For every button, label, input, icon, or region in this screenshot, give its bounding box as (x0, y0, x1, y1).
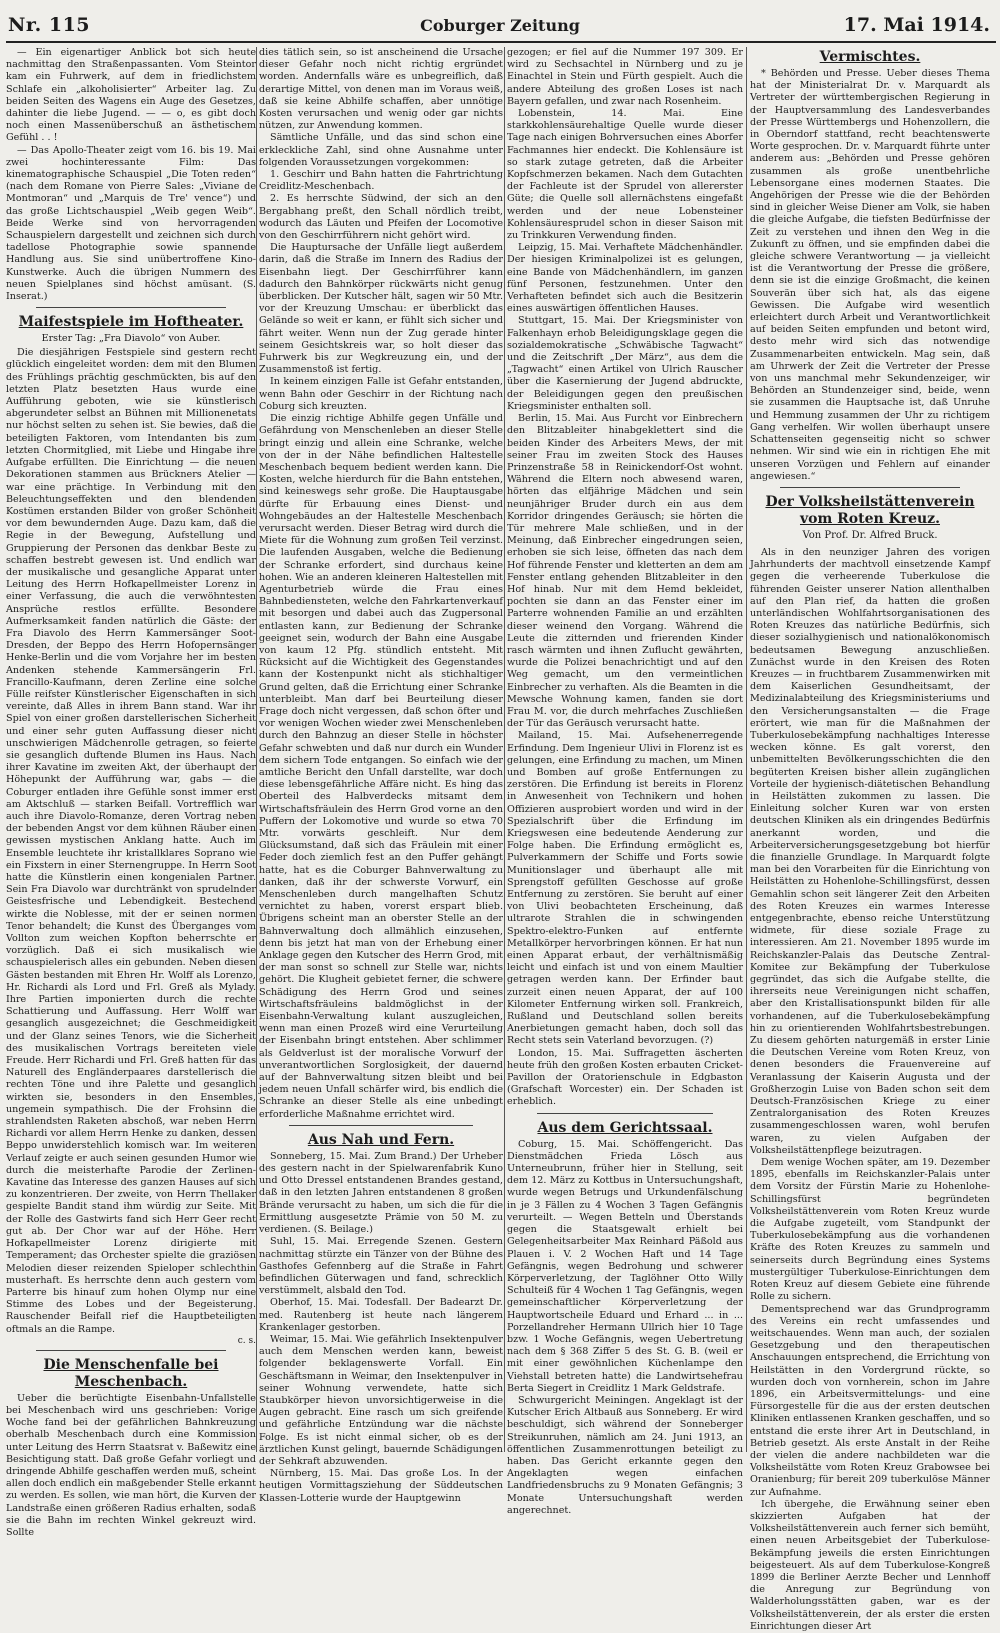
headline-volksheilstaettenverein: Der Volksheilstättenverein vom Roten Kreuz. (765, 493, 975, 527)
section-divider (36, 1350, 226, 1351)
article-paragraph: — Ein eigenartiger Anblick bot sich heute nachmittag den Straßenpassanten. Vom Steintor kam ein Fuhrwerk, auf dem in friedlichstem Schlafe ein „alkoholisierter“ Arbeiter lag. Zu beiden Seiten des Wagens ein Auge des Gesetzes, dahinter die liebe Jugend. — — o, es gibt doch noch einen Massenüberschuß an ästhetischem Gefühl . . ! (6, 47, 256, 144)
article-paragraph: Weimar, 15. Mai. Wie gefährlich Insektenpulver auch dem Menschen werden kann, beweist folgender beklagenswerte Vorfall. Ein Geschäftsmann in Weimar, den Insektenpulver in seiner Wohnung verwendete, hatte sich Staubkörper hievon unvorsichtigerweise in die Augen gebracht. Eine rasch um sich greifende und gefährliche Entzündung war die nächste Folge. Es ist nicht einmal sicher, ob es der ärztlichen Kunst gelingt, bauernde Schädigungen der Sehkraft abzuwenden. (259, 1333, 503, 1467)
article-paragraph: Stuttgart, 15. Mai. Der Kriegsminister von Falkenhayn erhob Beleidigungsklage gegen die sozialdemokratische „Schwäbische Tagwacht“ und die Zeitschrift „Der März“, aus dem die „Tagwacht“ einen Artikel von Ulrich Rauscher über die Kasernierung der Jugend abdruckte, der Beleidigungen gegen den preußischen Kriegsminister enthalten soll. (507, 315, 743, 412)
headline-maifestspiele: Maifestspiele im Hoftheater. (18, 314, 244, 331)
column-3 (507, 47, 743, 1516)
issue-date: 17. Mai 1914. (843, 14, 990, 36)
article-paragraph: 2. Es herrschte Südwind, der sich an den Bergabhang preßt, den Schall nördlich treibt, wodurch das Läuten und Pfeifen der Locomotive von den Geschirrführern nicht gehört wird. (259, 193, 503, 242)
article-paragraph: Schwurgericht Meiningen. Angeklagt ist der Kutscher Erich Altbauß aus Sonneberg. Er wird beschuldigt, sich während der Sonneberger Streikunruhen, nämlich am 24. Juni 1913, an öffentlichen Zusammenrottungen beteiligt zu haben. Das Gericht erkannte gegen den Angeklagten wegen einfachen Landfriedensbruchs zu 9 Monaten Gefängnis; 3 Monate Untersuchungshaft werden angerechnet. (507, 1394, 743, 1516)
column-divider (256, 47, 257, 1452)
masthead-rule (6, 41, 996, 43)
article-paragraph: Die Hauptursache der Unfälle liegt außerdem darin, daß die Straße im Innern des Radius der Eisenbahn liegt. Der Geschirrführer kann dadurch den Bahnkörper rückwärts nicht genug überblicken. Der Kutscher hält, sagen wir 50 Mtr. vor der Kreuzung Umschau: er überblickt das Gelände so weit er kann, er fühlt sich sicher und fährt weiter. Wenn nun der Zug gerade hinter seinem Gesichtskreis war, so holt dieser das Fuhrwerk bis zur Wegkreuzung ein, und der Zusammenstoß ist fertig. (259, 242, 503, 376)
article-paragraph: Die diesjährigen Festspiele sind gestern recht glücklich eingeleitet worden: dem mit den Blumen des Frühlings prächtig geschmückten, bis auf den letzten Platz besetzten Haus wurde eine Aufführung geboten, wie sie künstlerisch abgerundeter selbst an Bühnen mit Millionenetats nur höchst selten zu sehen ist. Sie bewies, daß die beteiligten Faktoren, vom Intendanten bis zum letzten Chormitglied, mit Liebe und Hingabe ihre Aufgabe erfüllten. Die Einrichtung — die neuen Dekorationen stammen aus Brückners Atelier — war eine prächtige. In Verbindung mit den Beleuchtungseffekten und den blendenden Kostümen erstanden Bilder von großer Schönheit vor dem bewundernden Auge. Dazu kam, daß die Regie in der Bewegung, Aufstellung und Gruppierung der Personen das denkbar Beste zu schaffen bestrebt gewesen ist. Und endlich war der musikalische und gesangliche Apparat unter Leitung des Herrn Hofkapellmeister Lorenz in einer Verfassung, die auch die verwöhntesten Ansprüche restlos erfüllte. Besondere Aufmerksamkeit fanden natürlich die Gäste: der Fra Diavolo des Herrn Kammersänger Soot-Dresden, der Beppo des Herrn Hofopernsänger Henke-Berlin und die vom Vorjahre her im besten Andenken stehende Kammersängerin Frl. Francillo-Kaufmann, deren Zerline eine solche Fülle reifster Künstlerischer Eigenschaften in sich vereinte, daß Alles in ihrem Bann stand. War ihr Spiel von einer großen darstellerischen Sicherheit und einer sehr guten Auffassung dieser nicht unschwierigen Mädchenrolle getragen, so feierte sie gesanglich duftende Blumen ins Haus. Nach ihrer Kavatine im zweiten Akt, der überhaupt der Höhepunkt der Aufführung war, gabs — die Coburger entladen ihre Gefühle sonst immer erst am Aktschluß — starken Beifall. Vortrefflich war auch ihre Diavolo-Romanze, deren Vortrag neben der bebenden Angst vor dem kühnen Räuber einen gewissen mystischen Anklang hatte. Auch im Ensemble leuchtete ihr kristallklares Soprano wie ein Fixstern in einer Sternengruppe. In Herrn Soot hatte die Künstlerin einen kongenialen Partner. Sein Fra Diavolo war durchtränkt von sprudelnder Geistesfrische und Lebendigkeit. Bestechend wirkte die Noblesse, mit der er seinen normen Tenor behandelt; die Kunst des Überganges vom Vollton zum weichen Kopfton beherrschte er vorzüglich. Daß ei sich musikalisch wie schauspielerisch alles ein gebunden. Neben diesen Gästen bestanden mit Ehren Hr. Wolff als Lorenzo, Hr. Richardi als Lord und Frl. Greß als Mylady. Ihre Partien imponierten durch die rechte Schattierung und Auffassung. Herr Wolff war gesanglich ausgezeichnet; die Geschmeidigkeit und der Glanz seines Tenors, wie die Sicherheit des musikalischen Vortrags bereiteten viele Freude. Herr Richardi und Frl. Greß hatten für das Naturell des Engländerpaares darstellerisch die rechten Töne und ihre Palette und gesanglich wirkten sie, besonders in den Ensembles, ungemein sympathisch. Die der Frohsinn die strahlendsten Raketen abschoß, war neben Herrn Richardi vor allem Herrn Henke zu danken, dessen Beppo unwiderstehlich komisch war. Im weiteren Verlauf zeigte er auch seinen gesunden Humor wie durch die meisterhafte Parodie der Zerlinen-Kavatine das Interesse des ganzen Hauses auf sich zu konzentrieren. Der zweite, von Herrn Thellaker gespielte Bandit stand ihm würdig zur Seite. Mit der Rolle des Gastwirts fand sich Herr Geer recht gut ab. Der Chor war auf der Höhe. Herr Hofkapellmeister Lorenz dirigierte mit Temperament; das Orchester spielte die graziösen Melodien dieser reizenden Spieloper schlechthin musterhaft. Es herrschte denn auch gestern vom Parterre bis hinauf zum hohen Olymp nur eine Stimme des Lobes und der Begeisterung. Rauschender Beifall rief die Hauptbeteiligten oftmals an die Rampe. (6, 347, 256, 1335)
column-divider (504, 47, 505, 1452)
headline-vermischtes: Vermischtes. (819, 49, 921, 65)
article-paragraph: Ueber die berüchtigte Eisenbahn-Unfallstelle bei Meschenbach wird uns geschrieben: Vorige Woche fand bei der gefährlichen Bahnkreuzung oberhalb Meschenbach durch eine Kommission unter Leitung des Herrn Staatsrat v. Baßewitz eine Besichtigung statt. Daß große Gefahr vorliegt und dringende Abhilfe geschaffen werden muß, scheint allen doch endlich ein maßgebender Stelle erkannt zu werden. Es sollen, wie man hört, die Kurven der Landstraße einen größeren Radius erhalten, sodaß sie die Bahn im rechten Winkel gekreuzt wird. Sollte (6, 1392, 256, 1538)
headline-gerichtssaal: Aus dem Gerichtssaal. (537, 1119, 713, 1136)
newspaper-title: Coburger Zeitung (420, 16, 580, 35)
column-1 (6, 47, 256, 1538)
headline-aus-nah-und-fern: Aus Nah und Fern. (307, 1131, 455, 1148)
article-paragraph: Die einzig richtige Abhilfe gegen Unfälle und Gefährdung von Menschenleben an dieser Stelle bringt einzig und allein eine Schranke, welche von der in der Nähe befindlichen Haltestelle Meschenbach bequem bedient werden kann. Die Kosten, welche hierdurch für die Bahn entstehen, sind keineswegs sehr große. Die Hauptausgabe dürfte für Erbauung eines Dienst- und Wohngebäudes an der Haltestelle Meschenbach verursacht werden. Dieser Betrag wird durch die Miete für die Wohnung zum großen Teil verzinst. Die laufenden Ausgaben, welche die Bedienung der Schranke erfordert, sind durchaus keine hohen. Wie an anderen kleineren Haltestellen mit Agenturbetrieb würde die Frau eines Bahnbediensteten, welche den Fahrkartenverkauf mit besorgen und dabei auch das Zugpersonal entlasten kann, zur Bedienung der Schranke geeignet sein, wodurch der Bahn eine Ausgabe von kaum 12 Pfg. stündlich entsteht. Mit Rücksicht auf die Wichtigkeit des Gegenstandes kann der Kostenpunkt nicht als stichhaltiger Grund gelten, daß die Errichtung einer Schranke unterbleibt. Man darf bei Beurteilung dieser Frage doch nicht vergessen, daß schon öfter und vor wenigen Wochen wieder zwei Menschenleben durch den Bahnzug an dieser Stelle in höchster Gefahr schwebten und daß nur durch ein Wunder dem sichern Tode entgangen. So einfach wie der amtliche Bericht den Unfall darstellte, war doch diese lebensgefährliche Affäre nicht. Es hing das Oberteil des Halbverdecks mitsamt dem Wirtschaftsfräulein des Herrn Grod vorne an den Puffern der Lokomotive und wurde so etwa 70 Mtr. vorwärts geschleift. Nur dem Glücksumstand, daß sich das Fräulein mit einer Feder doch ziemlich fest an den Puffer gehängt hatte, hat es die Coburger Bahnverwaltung zu danken, daß ihr der schwerste Vorwurf, ein Menschenleben durch mangelhaften Schutz vernichtet zu haben, vorerst erspart blieb. Übrigens scheint man an oberster Stelle an der Bahnverwaltung doch allmählich einzusehen, denn bis jetzt hat man von der Erhebung einer Anklage gegen den Kutscher des Herrn Grod, mit der man sonst so schnell zur Stelle war, nichts gehört. Die Klugheit gebietet ferner, die schwere Schädigung des Herrn Grod und seines Wirtschaftsfräuleins baldmöglichst in der Eisenbahn-Verwaltung kulant auszugleichen, wenn man einen Prozeß wird eine Verurteilung der Eisenbahn bringt entstehen. Aber schlimmer als Geldverlust ist der moralische Vorwurf der unverantwortlichen Sorglosigkeit, der dauernd auf der Bahnverwaltung sitzen bleibt und bei jedem neuen Unfall schärfer wird, bis endlich die Schranke an dieser Stelle als eine unbedingt erforderliche Maßnahme errichtet wird. (259, 413, 503, 1120)
article-byline: Von Prof. Dr. Alfred Bruck. (802, 529, 938, 541)
section-divider (36, 307, 226, 308)
column-2 (259, 47, 503, 1504)
article-paragraph: Berlin, 15. Mai. Aus Furcht vor Einbrechern den Blitzableiter hinabgeklettert sind die beiden Kinder des Arbeiters Mews, der mit seiner Frau im zweiten Stock des Hauses Prinzenstraße 58 in Reinickendorf-Ost wohnt. Während die Eltern noch abwesend waren, hörten das elfjährige Mädchen und sein neunjähriger Bruder durch ein aus dem Korridor dringendes Geräusch; sie hörten die Tür mehrere Male schließen, und in der Meinung, daß Einbrecher eingedrungen seien, erhoben sie sich leise, öffneten das nach dem Hof führende Fenster und kletterten an dem am Fenster entlang gehenden Blitzableiter in den Hof hinab. Nur mit dem Hemd bekleidet, pochten sie dann an das Fenster einer im Parterre wohnenden Familie an und erzählten dieser weinend den Vorgang. Während die Leute die zitternden und frierenden Kinder rasch wärmten und ihnen Zuflucht gewährten, wurde die Polizei benachrichtigt und auf den Weg gemacht, um den vermeintlichen Einbrecher zu verhaften. Als die Beamten in die Mewsche Wohnung kamen, fanden sie dort Frau M. vor, die durch mehrfaches Zuschließen der Tür das Geräusch verursacht hatte. (507, 413, 743, 730)
article-paragraph: Dem wenige Wochen später, am 19. Dezember 1895, ebenfalls im Reichskanzler-Palais unter dem Vorsitz der Fürstin Marie zu Hohenlohe-Schillingsfürst begründeten Volksheilstättenverein vom Roten Kreuz wurde die Aufgabe zugeteilt, vom Standpunkt der Tuberkulosebekämpfung aus die vorhandenen Kräfte des Roten Kreuzes zu sammeln und seinerseits durch Begründung eines Systems mustergültiger Tuberkulose-Einrichtungen dem Roten Kreuz auf diesem Gebiete eine führende Rolle zu sichern. (750, 1157, 990, 1303)
article-paragraph: Lobenstein, 14. Mai. Eine starkkohlensäurehaltige Quelle wurde dieser Tage nach einigen Bohrversuchen eines Aborfer Fachmannes hier endeckt. Die Kohlensäure ist so stark zutage getreten, daß die Arbeiter Kopfschmerzen bekamen. Nach dem Gutachten der Fachleute ist der Sprudel von allererster Güte; die Quelle soll allernächstens eingefaßt werden und der neue Lobensteiner Kohlensäuresprudel schon in dieser Saison mit zu Trinkkuren Verwendung finden. (507, 108, 743, 242)
article-paragraph: Nürnberg, 15. Mai. Das große Los. In der heutigen Vormittagsziehung der Süddeutschen Klassen-Lotterie wurde der Hauptgewinn (259, 1468, 503, 1504)
section-divider (780, 487, 960, 488)
column-divider (746, 47, 747, 1452)
article-paragraph: Sämtliche Unfälle, und das sind schon eine erkleckliche Zahl, sind ohne Ausnahme unter folgenden Voraussetzungen vorgekommen: (259, 132, 503, 168)
article-paragraph: 1. Geschirr und Bahn hatten die Fahrtrichtung Creidlitz-Meschenbach. (259, 169, 503, 193)
article-paragraph: Als in den neunziger Jahren des vorigen Jahrhunderts der machtvoll einsetzende Kampf gegen die verheerende Tuberkulose die führenden Geister unserer Nation allenthalben auf den Plan rief, da hatten die großen unterländischen Wohlfahrtsorganisationen des Roten Kreuzes das natürliche Bedürfnis, sich dieser sozialhygienisch und nationalökonomisch bedeutsamen Bewegung anzuschließen. Zunächst wurde in den Kreisen des Roten Kreuzes — in fruchtbarem Zusammenwirken mit dem Kaiserlichen Gesundheitsamt, der Medizinalabteilung des Kriegsministeriums und den Versicherungsanstalten — die Frage erörtert, wie man für die Maßnahmen der Tuberkulosebekämpfung nachhaltiges Interesse wecken könne. Es galt vorerst, den unbemittelten Bevölkerungsschichten die den begüterten Kreisen bisher allein zugänglichen Vorteile der hygienisch-diätetischen Behandlung in Heilstätten zukommen zu lassen. Die Einleitung solcher Kuren war von ersten deutschen Kliniken als ein dringendes Bedürfnis anerkannt worden, und die Arbeiterversicherungsgesetzgebung bot hierfür die finanzielle Grundlage. In Marquardt folgte man bei den Vorarbeiten für die Einrichtung von Heilstätten zu Hohenlohe-Schillingsfürst, dessen Gemahlin schon seit längerer Zeit den Arbeiten des Roten Kreuzes ein warmes Interesse entgegenbrachte, ebenso reiche Unterstützung widmete, für diese soziale Frage zu interessieren. Am 21. November 1895 wurde im Reichskanzler-Palais das Deutsche Zentral-Komitee zur Bekämpfung der Tuberkulose gegründet, das sich die Aufgabe stellte, die ihrerseits neue Vereinigungen nicht schaffen, aber den Kristallisationspunkt bilden für alle vorhandenen, auf die Tuberkulosebekämpfung hin zu orientierenden Wohlfahrtsbestrebungen. Zu diesem gehörten naturgemäß in erster Linie die Deutschen Vereine vom Roten Kreuz, von denen besonders die Frauenvereine auf Veranlassung der Kaiserin Augusta und der Großherzogin Luise von Baden schon seit dem Deutsch-Französischen Kriege zu einer Zentralorganisation des Roten Kreuzes zusammengeschlossen waren, wohl berufen waren, zu vielen Aufgaben der Volksheilstättenpflege beizutragen. (750, 546, 990, 1156)
headline-menschenfalle: Die Menschenfalle bei Meschenbach. (43, 1356, 219, 1390)
author-signature: c. s. (237, 1335, 256, 1346)
article-paragraph: gezogen; er fiel auf die Nummer 197 309. Er wird zu Sechsachtel in Nürnberg und zu je Einachtel in Stein und Fürth gespielt. Auch die andere Abteilung des großen Loses ist nach Bayern gefallen, und zwar nach Rosenheim. (507, 47, 743, 107)
article-paragraph: Oberhof, 15. Mai. Todesfall. Der Badearzt Dr. med. Rautenberg ist heute nach längerem Krankenlager gestorben. (259, 1297, 503, 1333)
article-paragraph: Coburg, 15. Mai. Schöffengericht. Das Dienstmädchen Frieda Lösch aus Unterneubrunn, früher hier in Stellung, seit dem 12. März zu Kottbus in Untersuchungshaft, wurde wegen Betrugs und Urkundenfälschung in je 3 Fällen zu 4 Wochen 3 Tagen Gefängnis verurteilt. — Wegen Betteln und Überstands gegen die Staatsgewalt erhielt bei Gelegenheitsarbeiter Max Reinhard Päßold aus Plauen i. V. 2 Wochen Haft und 14 Tage Gefängnis, wegen Bedrohung und schwerer Körperverletzung, der Taglöhner Otto Willy Schulteiß für 4 Wochen 1 Tag Gefängnis, wegen gemeinschaftlicher Körperverletzung der Hauptwortscheile Eduard und Erhard ... in ... Porzellandreher Hermann Ullrich hier 10 Tage bzw. 1 Woche Gefängnis, wegen Uebertretung nach dem § 368 Ziffer 5 des St. G. B. (weil er mit einer gewöhnlichen Küchenlampe den Viehstall betreten hatte) die Landwirtsehefrau Berta Siegert in Creidlitz 1 Mark Geldstrafe. (507, 1138, 743, 1394)
masthead (0, 0, 1000, 40)
column-4 (750, 47, 990, 1632)
article-paragraph: In keinem einzigen Falle ist Gefahr entstanden, wenn Bahn oder Geschirr in der Richtung nach Coburg sich kreuzten. (259, 376, 503, 412)
article-paragraph: Mailand, 15. Mai. Aufsehenerregende Erfindung. Dem Ingenieur Ulivi in Florenz ist es gelungen, eine Erfindung zu machen, um Minen und Bomben auf große Entfernungen zu zerstören. Die Erfindung ist bereits in Florenz in Anwesenheit von Technikern und hohen Offizieren ausprobiert worden und wird in der Spezialschrift über die Erfindung im Kriegswesen eine bedeutende Aenderung zur Folge haben. Die Erfindung ermöglicht es, Pulverkammern der Schiffe und Forts sowie Munitionslager und überhaupt alle mit Sprengstoff gefüllten Geschosse auf große Entfernung zu zerstören. Sie beruht auf einer von Ulivi beobachteten Erscheinung, daß ultrarote Strahlen die in schwingenden Spektro-elektro-Funken auf entfernte Metallkörper hervorbringen können. Er hat nun einen Apparat erbaut, der verhältnismäßig leicht und einfach ist und von einem Maultier getragen werden kann. Der Erfinder baut zurzeit einen neuen Apparat, der auf 100 Kilometer Entfernung wirken soll. Frankreich, Rußland und Deutschland sollen bereits Anerbietungen gemacht haben, doch soll das Recht stets sein Vaterland bevorzugen. (?) (507, 730, 743, 1047)
article-paragraph: Dementsprechend war das Grundprogramm des Vereins ein recht umfassendes und weitschauendes. Wenn man auch, der sozialen Gesetzgebung und den therapeutischen Anschauungen entsprechend, die Errichtung von Heilstätten in den Vordergrund rückte, so wurden doch von vornherein, schon im Jahre 1896, ein Arbeitsvermittelungs- und eine Fürsorgestelle für die aus der ersten deutschen Kliniken entlassenen Kranken geschaffen, und so entstand die erste ihrer Art in Deutschland, in Betrieb gesetzt. Als erste Anstalt in der Reihe der vielen die andere nachbildeten war die Volksheilstätte vom Roten Kreuz Grabowsee bei Oranienburg; für bereit 209 tuberkulöse Männer zur Aufnahme. (750, 1303, 990, 1498)
article-paragraph: Suhl, 15. Mai. Erregende Szenen. Gestern nachmittag stürzte ein Tänzer von der Bühne des Gasthofes Gefennberg auf die Straße in Fahrt befindlichen Güterwagen und fand, schrecklich verstümmelt, alsbald den Tod. (259, 1236, 503, 1297)
section-divider (537, 1113, 713, 1114)
article-paragraph: * Behörden und Presse. Ueber dieses Thema hat der Ministerialrat Dr. v. Marquardt als Vertreter der württembergischen Regierung in der Hauptversammlung des Landesverbandes der Presse Württembergs und Hohenzollern, die in Oberndorf stattfand, recht beachtenswerte Worte gesprochen. Dr. v. Marquardt führte unter anderem aus: „Behörden und Presse gehören zusammen als große unentbehrliche Lebensorgane eines modernen Staates. Die Angehörigen der Presse wie die der Behörden sind in gleicher Weise Diener am Volk, sie haben die gleiche Aufgabe, die tiefsten Bedürfnisse der Zeit zu verstehen und ihnen den Weg in die Zukunft zu öffnen, und sie empfinden dabei die gleiche schwere Verantwortung — ja vielleicht ist die Verantwortung der Presse die größere, denn sie ist die einzige Großmacht, die keinen Souverän über sich hat, als das eigene Gewissen. Die Aufgabe wird wesentlich erleichtert durch Arbeit und Verantwortlichkeit auf beiden Seiten empfunden und betont wird, desto mehr wird sich das notwendige Zusammenarbeiten entwickeln. Mag sein, daß am Uhrwerk der Zeit die Vertreter der Presse von uns manchmal mehr Sekundenzeiger, wir Behörden an Stundenzeiger sind, beide, wenn sie zusammen die Hauptsache ist, daß Unruhe und Hemmung zusammen der Uhr zu richtigem Gang verhelfen. Wir wollen überhaupt unsere Schattenseiten gegenseitig nicht so schwer nehmen. Wir sind wie ein in richtigen Ehe mit unseren Vorzügen und Fehlern auf einander angewiesen.“ (750, 68, 990, 482)
section-divider (289, 1125, 473, 1126)
article-paragraph: Ich übergehe, die Erwähnung seiner eben skizzierten Aufgaben hat der Volksheilstättenverein auch ferner sich bemüht, einen neuen Arbeitsgebiet der Tuberkulose-Bekämpfung jeweils die ersten Einrichtungen beigesteuert. Als auf dem Tuberkulose-Kongreß 1899 die Berliner Aerzte Becher und Lennhoff die Anregung zur Begründung von Walderholungsstätten gaben, war es der Volksheilstättenverein, der als erster die ersten Einrichtungen dieser Art (750, 1498, 990, 1632)
article-paragraph: Leipzig, 15. Mai. Verhaftete Mädchenhändler. Der hiesigen Kriminalpolizei ist es gelungen, eine Bande von Mädchenhändlern, im ganzen fünf Personen, festzunehmen. Unter den Verhafteten befindet sich auch die Besitzerin eines auswärtigen öffentlichen Hauses. (507, 242, 743, 315)
article-paragraph: London, 15. Mai. Suffragetten äscherten heute früh den großen Kosten erbauten Cricket-Pavillon der Oratorienschule in Edgbaston (Grafschaft Worcester) ein. Der Schaden ist erheblich. (507, 1047, 743, 1108)
article-paragraph: Sonneberg, 15. Mai. Zum Brand.) Der Urheber des gestern nacht in der Spielwarenfabrik Kuno und Otto Dressel entstandenen Brandes gestand, daß in den letzten Jahren entstandenen 8 großen Brände verursacht zu haben, um sich die für die Ermittlung ausgesetzte Prämie von 50 M. zu verdienen. (S. Beilage.) (259, 1150, 503, 1236)
article-paragraph: dies tätlich sein, so ist anscheinend die Ursache dieser Gefahr noch nicht richtig ergründet worden. Andernfalls wäre es unbegreiflich, daß derartige Mittel, von denen man im Voraus weiß, daß sie keine Abhilfe schaffen, aber unnötige Kosten verursachen und wenig oder gar nichts nützen, zur Anwendung kommen. (259, 47, 503, 132)
subheadline: Erster Tag: „Fra Diavolo“ von Auber. (41, 333, 221, 345)
article-paragraph: — Das Apollo-Theater zeigt vom 16. bis 19. Mai zwei hochinteressante Film: Das kinematographische Schauspiel „Die Toten reden“ (nach dem Romane von Pierre Sales: „Viviane de Montmoran“ und „Marquis de Tre' vence“) und das große Lichtschauspiel „Weib gegen Weib“. Beide Werke sind von hervorragenden Schauspielern dargestellt und zeichnen sich durch tadellose Photographie sowie spannende Handlung aus. Sie sind unübertroffene Kino-Kunstwerke. Auch die übrigen Nummern des neuen Spielplanes sind höchst amüsant. (S. Inserat.) (6, 144, 256, 303)
issue-number: Nr. 115 (8, 14, 91, 36)
